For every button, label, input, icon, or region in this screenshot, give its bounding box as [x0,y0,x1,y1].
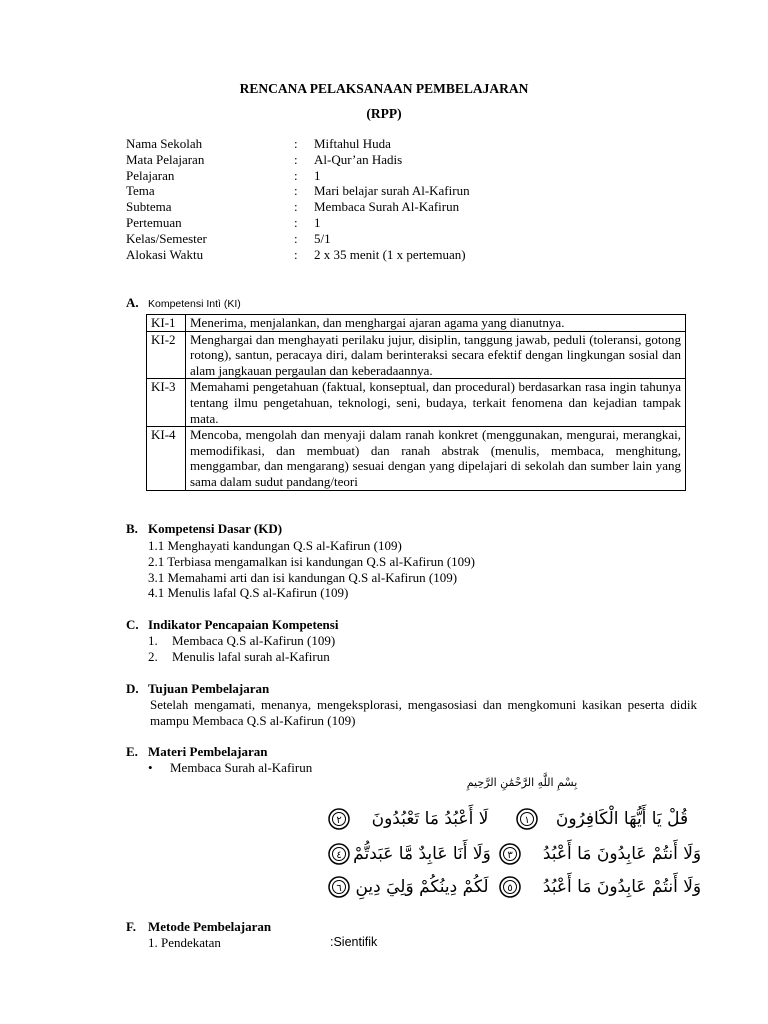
list-number: 2. [148,648,158,664]
tujuan-paragraph: Setelah mengamati, menanya, mengeksplorasi, mengasosiasi dan mengkomuni kasikan peserta didik mampu Membaca Q.S al-Kafirun (109) [150,697,697,728]
surah-al-kafirun-image [322,772,704,902]
document-title: RENCANA PELAKSANAAN PEMBELAJARAN [239,81,529,96]
ayah-number-marker [329,877,349,897]
ayah-number-marker [500,877,520,897]
identity-row [126,136,546,152]
ayah-number: ١ [524,815,530,826]
identity-separator: : [294,199,298,215]
identity-separator: : [294,214,298,230]
list-item: 2.1 Terbiasa mengamalkan isi kandungan Q.S al-Kafirun (109) [148,553,476,569]
ayah-text: قُلْ يَا أَيُّهَا الْكَافِرُونَ [555,809,689,829]
list-item: 4.1 Menulis lafal Q.S al-Kafirun (109) [148,585,349,601]
identity-separator: : [294,246,298,262]
ki-description: Memahami pengetahuan (faktual, konseptual, dan procedural) berdasarkan rasa ingin tahunya tentang ilmu pengetahuan, teknologi, seni, budaya, terkait fenomena dan kejadian tampak mata. [186,379,686,427]
materi-text: Membaca Surah al-Kafirun [170,760,313,775]
section-title: Indikator Pencapaian Kompetensi [148,617,339,632]
identity-separator: : [294,167,298,183]
identity-value: 1 [314,214,321,230]
kompetensi-inti-table [146,314,686,491]
section-f-heading [126,919,271,935]
section-b-heading [126,521,282,537]
identity-label: Mata Pelajaran [126,151,205,167]
section-letter: B. [126,521,138,536]
ayah-number: ٢ [336,815,342,826]
ayah-number: ٥ [507,883,513,894]
list-item: 1.1 Menghayati kandungan Q.S al-Kafirun (109) [148,538,402,553]
ayah-text: وَلَا أَنتُمْ عَابِدُونَ مَا أَعْبُدُ [542,877,702,897]
table-row [147,427,686,490]
identity-row [126,231,546,247]
ayah-text: لَكُمْ دِينُكُمْ وَلِيَ دِينِ [355,877,489,897]
identity-value: Al-Qur’an Hadis [314,151,403,167]
identity-value: 1 [314,167,321,183]
ki-description: Menghargai dan menghayati perilaku jujur, disiplin, tanggung jawab, peduli (toleransi, gotong rotong), santun, peracaya diri, dalam berinteraksi secara efektif dengan lingkungan sosial dan alam jangkauan pergaulan dan keberadaannya. [186,331,686,379]
ayah-number: ٤ [336,850,342,861]
section-title: Kompetensi Intì (KI) [148,298,241,310]
section-letter: D. [126,681,139,696]
identity-value: Membaca Surah Al-Kafirun [314,199,460,215]
list-text: Menulis lafal surah al-Kafirun [172,648,330,664]
identity-separator: : [294,230,298,246]
materi-item [148,760,312,776]
identity-label: Subtema [126,199,172,215]
ayah-number-marker [329,844,349,864]
ayah-number-marker [500,844,520,864]
section-letter: E. [126,744,138,759]
section-a-heading [126,295,241,311]
ayah-number: ٦ [336,883,342,894]
ki-description: Mencoba, mengolah dan menyaji dalam ranah konkret (menggunakan, mengurai, merangkai, memodifikasi, dan membuat) dan ranah abstrak (menulis, membaca, menghitung, menggambar, dan mengarang) sesuai dengan yang dipelajari di sekolah dan sumber lain yang sama dalam sudut pandang/teori [186,427,686,490]
section-letter: A. [126,295,139,310]
ayah-number: ٣ [507,850,513,861]
ki-code: KI-2 [147,331,186,379]
identity-label: Pertemuan [126,214,182,230]
metode-row [148,935,378,951]
identity-label: Kelas/Semester [126,230,207,246]
basmala-text: بِسْمِ اللَّهِ الرَّحْمَٰنِ الرَّحِيمِ [466,776,578,789]
identity-block [126,136,546,262]
ayah-number-marker [329,809,349,829]
identity-label: Nama Sekolah [126,136,203,151]
identity-row [126,183,546,199]
identity-label: Alokasi Waktu [126,246,204,262]
identity-separator: : [294,151,298,167]
metode-value: :Sientifik [330,935,378,949]
section-title: Metode Pembelajaran [148,919,272,934]
identity-separator: : [294,136,298,151]
ayah-text: لَا أَعْبُدُ مَا تَعْبُدُونَ [371,809,489,829]
section-letter: C. [126,617,139,632]
ki-description: Menerima, menjalankan, dan menghargai ajaran agama yang dianutnya. [186,315,686,332]
identity-separator: : [294,183,298,199]
identity-value: Miftahul Huda [314,136,391,151]
table-row [147,331,686,379]
list-number: 1. [148,633,158,648]
identity-row [126,215,546,231]
section-c-heading [126,617,338,633]
identity-row [126,152,546,168]
identity-value: 2 x 35 menit (1 x pertemuan) [314,246,466,262]
identity-row [126,247,546,263]
section-e-heading [126,744,267,760]
ki-code: KI-4 [147,427,186,490]
identity-label: Pelajaran [126,167,175,183]
section-title: Tujuan Pembelajaran [148,681,270,696]
section-title: Materi Pembelajaran [148,744,268,759]
ayah-text: وَلَا أَنَا عَابِدٌ مَّا عَبَدتُّمْ [353,844,491,864]
ki-code: KI-3 [147,379,186,427]
table-row [147,315,686,332]
identity-value: Mari belajar surah Al-Kafirun [314,183,470,199]
ayah-text: وَلَا أَنتُمْ عَابِدُونَ مَا أَعْبُدُ [542,844,702,864]
identity-row [126,168,546,184]
ayah-number-marker [517,809,537,829]
section-d-heading [126,681,269,697]
list-text: Membaca Q.S al-Kafirun (109) [172,633,336,648]
document-subtitle: (RPP) [366,106,402,121]
bullet-icon: • [148,760,153,775]
identity-row [126,199,546,215]
metode-label: 1. Pendekatan [148,935,221,950]
section-title: Kompetensi Dasar (KD) [148,521,283,536]
list-item: 3.1 Memahami arti dan isi kandungan Q.S al-Kafirun (109) [148,569,458,585]
table-row [147,379,686,427]
kompetensi-dasar-list [148,538,475,601]
identity-label: Tema [126,183,155,199]
identity-value: 5/1 [314,230,331,246]
section-letter: F. [126,919,136,934]
ki-code: KI-1 [147,315,186,332]
